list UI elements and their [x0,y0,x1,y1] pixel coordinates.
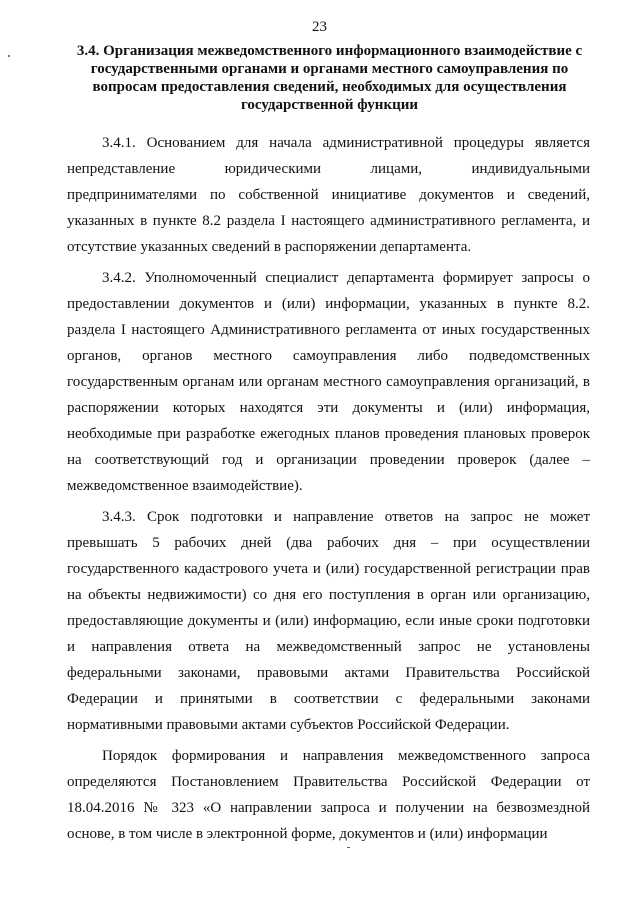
paragraph-request-procedure: Порядок формирования и направления межведомственного запроса определяются Постановлением Правительства Российской Федерации от 18.04.2016 № 323 «О направлении запроса и получении на безвозмездной основе, в том числе в электронной форме, документов и (или) информации [67,748,590,842]
paragraph-3-4-1 [67,130,590,260]
paragraph-line: 3.4.1. Основанием для начала административной процедуры является [102,135,590,151]
section-heading: 3.4. Организация межведомственного информационного взаимодействие с государственными органами и органами местного самоуправления по вопросам предоставления сведений, необходимых для осуществления государственной функции [76,43,583,113]
paragraph-line: предпринимателями по собственной инициативе документов и сведений, [67,187,590,203]
document-body [67,130,590,847]
paragraph-3-4-3: 3.4.3. Срок подготовки и направление ответов на запрос не может превышать 5 рабочих дней (два рабочих дня – при осуществлении государственного кадастрового учета и (или) государственной регистрации прав на объекты недвижимости) со дня его поступления в орган или организацию, предоставляющие документы и (или) информацию, если иные сроки подготовки и направления ответа на межведомственный запрос не установлены федеральными законами, правовыми актами Правительства Российской Федерации и принятыми в соответствии с федеральными законами нормативными правовыми актами субъектов Российской Федерации. [67,509,590,733]
scan-speck [347,847,350,848]
scan-speck [8,55,10,57]
page-number: 23 [312,19,327,35]
paragraph-line: отсутствие указанных сведений в распоряжении департамента. [67,239,472,255]
paragraph-3-4-2: 3.4.2. Уполномоченный специалист департамента формирует запросы о предоставлении документов и (или) информации, указанных в пункте 8.2. раздела I настоящего Административного регламента от иных государственных органов, органов местного самоуправления либо подведомственных государственным органам или органам местного самоуправления организаций, в распоряжении которых находятся эти документы и (или) информация, необходимые при разработке ежегодных планов проведения плановых проверок на соответствующий год и организации проведении проверок (далее – межведомственное взаимодействие). [67,270,590,494]
paragraph-line: указанных в пункте 8.2 раздела I настоящего административного регламента, и [67,213,590,229]
paragraph-line: непредставление юридическими лицами, индивидуальными [67,161,590,177]
